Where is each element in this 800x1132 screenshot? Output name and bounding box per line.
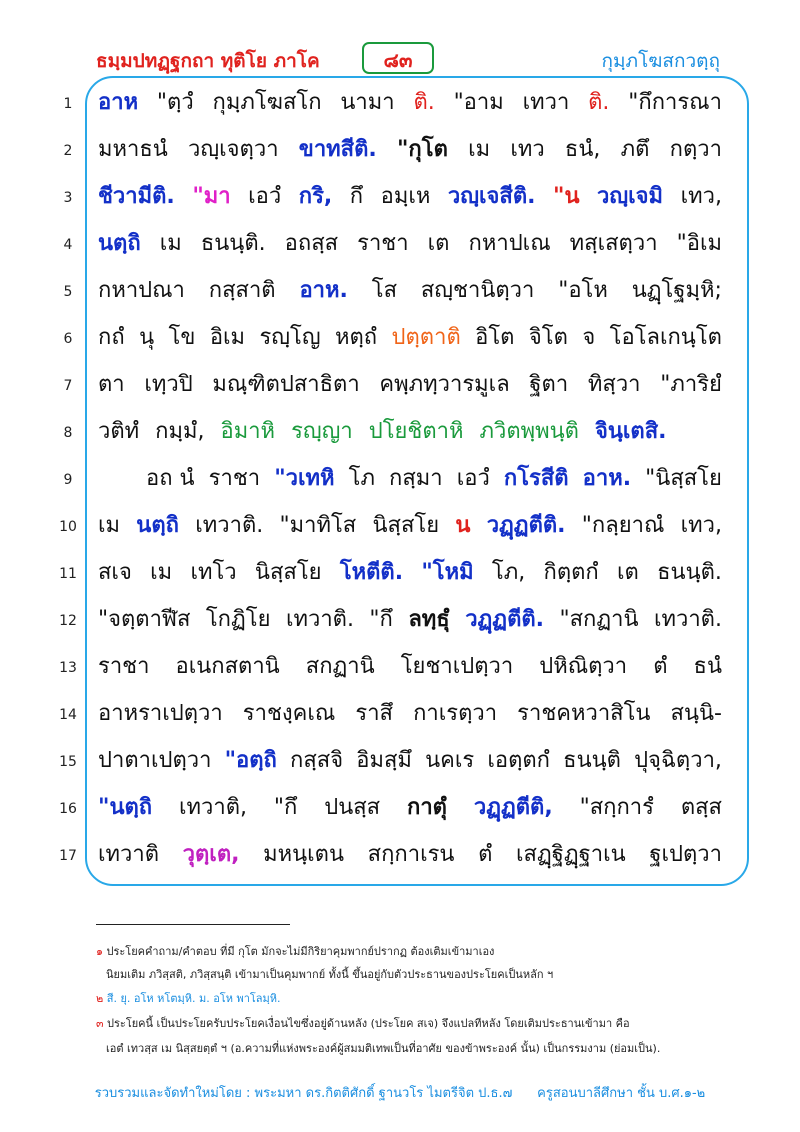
word: เทวาติ. (285, 607, 354, 632)
word: วฏฺฏตีติ. (465, 607, 545, 632)
word: "ภาริยํ (660, 372, 722, 397)
word: กหาปณา (98, 278, 185, 303)
word: เอวํ (248, 184, 282, 209)
word: อิโต (475, 325, 515, 350)
footnote-text: ประโยคนี้ เป็นประโยครับประโยคเงื่อนไขซึ่งอยู่ด้านหลัง (ประโยค สเจ) จึงแปลทีหลัง โดยเติมประธานเข้ามา คือ (107, 1017, 630, 1030)
word: "กึ (273, 795, 298, 820)
line-text (98, 178, 722, 213)
word: กโรสีติ (503, 466, 569, 491)
word: "กลฺยาณํ (581, 513, 665, 538)
word: อมฺเห (380, 184, 431, 209)
line-number: 5 (63, 284, 73, 300)
word: ทิสฺวา (587, 372, 641, 397)
line-number: 8 (63, 425, 73, 441)
word: "อโห (558, 278, 608, 303)
word: โภ (348, 466, 375, 491)
footnote (106, 965, 553, 983)
word: ปหิณิตฺวา (539, 654, 628, 679)
line-text (146, 460, 722, 495)
word: สเจ (98, 560, 132, 585)
word: เอวํ (456, 466, 490, 491)
text-line (0, 176, 800, 222)
word: สกฺกาเรน (367, 842, 455, 867)
word: ติ. (413, 90, 435, 115)
word: ปุจฺฉิตฺวา, (634, 748, 722, 773)
word: สนฺนิ- (670, 701, 722, 726)
line-text (98, 131, 722, 166)
word: นฏฺโฐมฺหิ; (631, 278, 722, 303)
word: ทสฺเสตฺวา (569, 231, 658, 256)
word: กมฺมํ, (155, 419, 205, 444)
word: จินฺเตสิ. (594, 419, 667, 444)
word: เทว (510, 137, 545, 162)
word: "อาม (453, 90, 504, 115)
word: "วเทหิ (274, 466, 335, 491)
word: วญฺเจสีติ. (447, 184, 536, 209)
line-number: 3 (63, 190, 73, 206)
word: "กึการณา (628, 90, 722, 115)
word: เทฺวปิ (144, 372, 193, 397)
word: ราสึ (355, 701, 393, 726)
word: อาห (98, 90, 139, 115)
word: เม (150, 560, 173, 585)
word: วุตฺเต, (182, 842, 240, 867)
word: จิโต (528, 325, 568, 350)
word: ราชงฺคเณ (242, 701, 336, 726)
page-footer (0, 1082, 800, 1103)
word: "มาทิโส (279, 513, 357, 538)
word: กริ, (298, 184, 333, 209)
word: เม (159, 231, 182, 256)
word: อิเม (209, 325, 246, 350)
line-text (98, 789, 722, 824)
line-text (98, 366, 722, 401)
line-number: 17 (59, 848, 77, 864)
word: เต (427, 231, 450, 256)
word: กสฺสาติ (208, 278, 276, 303)
line-number: 6 (63, 331, 73, 347)
word: เม (98, 513, 121, 538)
word: ปโยชิตาหิ (368, 419, 464, 444)
word: นิสฺสโย (372, 513, 440, 538)
word: ตสฺส (680, 795, 722, 820)
line-text (98, 742, 722, 777)
text-line (0, 317, 800, 363)
word: เทวาติ (98, 842, 160, 867)
word: วติทํ (98, 419, 140, 444)
word: รญฺโญ (259, 325, 321, 350)
word: วญฺเจมิ (597, 184, 664, 209)
word: ตา (98, 372, 125, 397)
text-line (0, 82, 800, 128)
word: กสฺสจิ (290, 748, 344, 773)
word: ธนํ (693, 654, 722, 679)
text-line (0, 599, 800, 645)
word: "นตฺถิ (98, 795, 153, 820)
word: อาห. (299, 278, 348, 303)
text-line (0, 552, 800, 598)
word: วฏฺฏตีติ, (473, 795, 553, 820)
word: นิสฺสโย (254, 560, 322, 585)
word: ปนสฺส (324, 795, 381, 820)
word: โส (371, 278, 397, 303)
text-line (0, 411, 800, 457)
word: เทวา (522, 90, 570, 115)
word: รญฺญา (291, 419, 353, 444)
word: เต (617, 560, 639, 585)
text-line (0, 223, 800, 269)
line-text (98, 413, 722, 448)
word: "น (553, 184, 580, 209)
word: กถํ (98, 325, 125, 350)
word: คพฺภทฺวารมูเล (379, 372, 510, 397)
word: อิมาหิ (220, 419, 276, 444)
word: กิตฺตกํ (543, 560, 599, 585)
text-line (0, 834, 800, 880)
word: ธนํ, (564, 137, 601, 162)
line-text (98, 225, 722, 260)
word: ตํ (653, 654, 668, 679)
footnote-text: เอตํ เทวสฺส เม นิสฺสยตฺตํ ฯ (อ.ความที่แห่งพระองค์ผู้สมมติเทพเป็นที่อาศัย ของข้าพระองค์ นั้น) เป็นกรรมงาม (ย่อมเป็น). (106, 1042, 661, 1055)
text-line (0, 270, 800, 316)
line-number: 14 (59, 707, 77, 723)
word: เอตฺตกํ (487, 748, 550, 773)
word: กหาปเณ (468, 231, 551, 256)
text-line (0, 646, 800, 692)
word: "อิเม (676, 231, 722, 256)
line-text (98, 507, 722, 542)
word: เสฏฺฐิฏฺฐาเน (516, 842, 626, 867)
word: ราชคหวาสิโน (517, 701, 651, 726)
text-line (0, 364, 800, 410)
word: สกฏานิ (305, 654, 375, 679)
line-number: 10 (59, 519, 77, 535)
word: "อตฺถิ (224, 748, 277, 773)
word: ราชา (98, 654, 150, 679)
word: ขาทสีติ. (298, 137, 377, 162)
line-number: 7 (63, 378, 73, 394)
word: อถ นํ (146, 466, 195, 491)
line-text (98, 648, 722, 683)
word: โกฏิโย (205, 607, 271, 632)
word: ธนนฺติ. (200, 231, 266, 256)
word: ฐิตา (529, 372, 569, 397)
word: ตํ (478, 842, 493, 867)
text-line (0, 740, 800, 786)
word: เทว, (680, 184, 722, 209)
word: เทวาติ. (195, 513, 264, 538)
footnote (96, 942, 494, 960)
footer-level: ครูสอนบาลีศึกษา ชั้น บ.ศ.๑-๒ (537, 1086, 706, 1101)
word: กสฺมา (389, 466, 443, 491)
word: "มา (192, 184, 231, 209)
line-number: 4 (63, 237, 73, 253)
word: "กึ (369, 607, 393, 632)
word: กึ (349, 184, 364, 209)
word: กตฺวา (669, 137, 722, 162)
word: ภตึ (620, 137, 650, 162)
word: "จตฺตาฬีส (98, 607, 191, 632)
page-number-badge: ๘๓ (362, 42, 434, 74)
footnote-mark: ๑ (96, 945, 107, 958)
line-number: 2 (63, 143, 73, 159)
line-text (98, 319, 722, 354)
text-line (0, 693, 800, 739)
footnote-text: ประโยคคำถาม/คำตอบ ที่มี กุโต มักจะไม่มีกิริยาคุมพากย์ปรากฏ ต้องเติมเข้ามาเอง (106, 945, 495, 958)
word: "นิสฺสโย (645, 466, 722, 491)
footnote-mark: ๒ (96, 992, 107, 1005)
text-line (0, 505, 800, 551)
word: โข (168, 325, 196, 350)
word: เทว, (680, 513, 722, 538)
text-line (0, 787, 800, 833)
word: "กุโต (396, 137, 448, 162)
word: "สกฺการํ (579, 795, 654, 820)
word: อถสฺส (284, 231, 339, 256)
word: โภ, (491, 560, 526, 585)
word: นุ (139, 325, 155, 350)
word: น (455, 513, 471, 538)
word: นามา (340, 90, 395, 115)
line-number: 9 (63, 472, 73, 488)
word: นตฺถิ (98, 231, 141, 256)
word: "โหมิ (421, 560, 474, 585)
footnote-text: นิยมเติม ภวิสฺสติ, ภวิสฺสนฺติ เข้ามาเป็นคุมพากย์ ทั้งนี้ ขึ้นอยู่กับตัวประธานของประโยคเป็นหลัก ฯ (106, 968, 554, 981)
word: ภวิตพฺพนฺติ (479, 419, 579, 444)
footnote-text: สี. ยุ. อโห หโตมฺหิ. ม. อโห พาโลมฺหิ. (106, 992, 281, 1005)
word: "ตฺวํ (156, 90, 194, 115)
word: โหตีติ. (339, 560, 404, 585)
line-text (98, 84, 722, 119)
word: เทวาติ, (179, 795, 248, 820)
text-line (0, 129, 800, 175)
word: อเนกสตานิ (175, 654, 280, 679)
word: ปตฺตาติ (391, 325, 461, 350)
line-number: 15 (59, 754, 77, 770)
header-right-title: กุมฺภโฆสกวตฺถุ (601, 50, 720, 72)
word: ฐเปตฺวา (649, 842, 722, 867)
line-text (98, 836, 722, 871)
line-number: 16 (59, 801, 77, 817)
footer-credit: รวบรวมและจัดทำใหม่โดย : พระมหา ดร.กิตติศักดิ์ ฐานวโร ไมตรีจิต ป.ธ.๗ (94, 1086, 513, 1101)
line-number: 11 (59, 566, 77, 582)
word: ราชา (208, 466, 261, 491)
word: นคเร (425, 748, 475, 773)
word: เม (468, 137, 491, 162)
word: ลทฺธุํ (408, 607, 450, 632)
word: มหาธนํ (98, 137, 168, 162)
word: อาหราเปตฺวา (98, 701, 223, 726)
word: มหนฺเตน (263, 842, 344, 867)
word: อาห. (582, 466, 632, 491)
line-text (98, 272, 722, 307)
word: วฏฺฏตีติ. (486, 513, 566, 538)
word: วญฺเจตฺวา (188, 137, 279, 162)
word: อิมสฺมึ (356, 748, 412, 773)
word: ธนนฺติ (563, 748, 621, 773)
line-number: 1 (63, 96, 73, 112)
line-text (98, 601, 722, 636)
word: ติ. (588, 90, 610, 115)
word: ธนนฺติ. (657, 560, 722, 585)
line-text (98, 554, 722, 589)
word: โยชาเปตฺวา (400, 654, 514, 679)
word: เทวาติ. (653, 607, 722, 632)
word: ราชา (357, 231, 409, 256)
word: โอโลเกนฺโต (609, 325, 722, 350)
word: ชีวามีติ. (98, 184, 175, 209)
word: หตฺถํ (335, 325, 378, 350)
line-number: 13 (59, 660, 77, 676)
line-number: 12 (59, 613, 77, 629)
word: จ (582, 325, 596, 350)
header-left-title: ธมฺมปทฏฺฐกถา ทุติโย ภาโค (96, 50, 320, 72)
word: มณฺฑิตปสาธิตา (212, 372, 360, 397)
word: "สกฏานิ (559, 607, 639, 632)
word: นตฺถิ (136, 513, 179, 538)
footnote (96, 989, 281, 1007)
footnote-mark: ๓ (96, 1017, 108, 1030)
footnote-divider (96, 924, 290, 925)
word: กุมฺภโฆสโก (212, 90, 322, 115)
footnote (106, 1039, 660, 1057)
word: เทโว (190, 560, 237, 585)
word: กาเรตฺวา (413, 701, 498, 726)
footnote (96, 1014, 630, 1032)
text-line (0, 458, 800, 504)
line-text (98, 695, 722, 730)
word: สญฺชานิตฺวา (420, 278, 535, 303)
word: กาตุํ (407, 795, 447, 820)
word: ปาตาเปตฺวา (98, 748, 212, 773)
